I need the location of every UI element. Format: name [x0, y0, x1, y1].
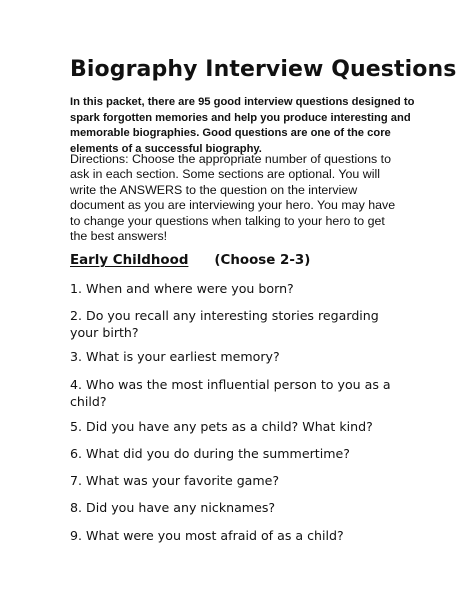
document-title: Biography Interview Questions: [70, 57, 457, 82]
question-line: 6. What did you do during the summertime?: [70, 446, 350, 461]
section-name: Early Childhood: [70, 253, 189, 268]
question-item: [70, 348, 280, 365]
question-line: 3. What is your earliest memory?: [70, 349, 280, 364]
question-item: [70, 307, 379, 341]
question-item: [70, 418, 373, 435]
directions-paragraph: [70, 152, 415, 244]
section-instruction: (Choose 2-3): [214, 253, 311, 268]
question-item: [70, 499, 275, 516]
question-line: 8. Did you have any nicknames?: [70, 500, 276, 515]
directions-line: to change your questions when talking to your hero to get: [70, 213, 385, 228]
question-line: 2. Do you recall any interesting stories regarding: [70, 308, 379, 323]
section-heading: [70, 252, 310, 270]
intro-paragraph: [70, 95, 420, 157]
question-item: [70, 376, 391, 410]
directions-line: ask in each section. Some sections are optional. You will: [70, 167, 380, 182]
question-line: your birth?: [70, 325, 139, 340]
directions-line: the best answers!: [70, 229, 168, 244]
question-line: child?: [70, 394, 107, 409]
question-line: 7. What was your favorite game?: [70, 473, 280, 488]
question-item: [70, 445, 350, 462]
intro-line: In this packet, there are 95 good interview questions designed to: [70, 96, 415, 108]
intro-line: memorable biographies. Good questions are one of the core: [70, 127, 391, 140]
intro-line: spark forgotten memories and help you produce interesting and: [70, 111, 411, 124]
directions-line: document as you are interviewing your hero. You may have: [70, 198, 396, 213]
directions-line: write the ANSWERS to the question on the interview: [70, 182, 358, 197]
question-item: [70, 527, 344, 544]
question-line: 4. Who was the most influential person to you as a: [70, 377, 391, 392]
question-line: 1. When and where were you born?: [70, 281, 294, 296]
question-line: 9. What were you most afraid of as a child?: [70, 528, 344, 543]
question-line: 5. Did you have any pets as a child? What kind?: [70, 419, 373, 434]
intro-line: elements of a successful biography.: [70, 142, 262, 155]
directions-line: Directions: Choose the appropriate number of questions to: [70, 152, 391, 166]
question-item: [70, 280, 294, 297]
question-item: [70, 472, 279, 489]
